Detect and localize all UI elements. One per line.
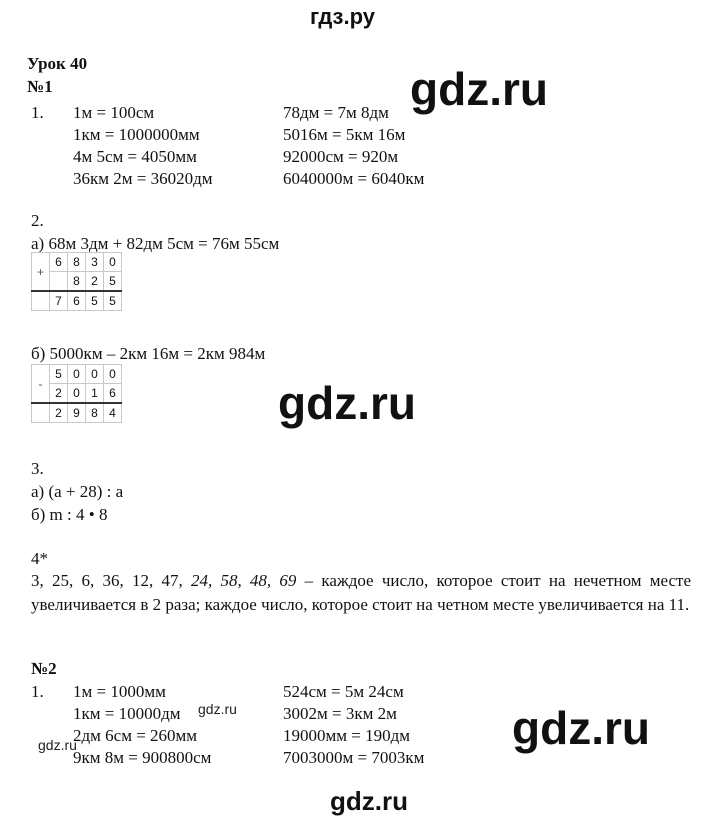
digit-cell: 9 [68, 403, 86, 423]
digit-cell: 0 [86, 365, 104, 384]
task-number: 1. [31, 103, 44, 122]
watermark: gdz.ru [330, 786, 408, 816]
site-header: гдз.ру [310, 4, 375, 29]
task-number: 3. [31, 459, 44, 478]
digit-cell [50, 272, 68, 292]
digit-cell: 2 [50, 384, 68, 404]
sequence-given: 3, 25, 6, 36, 12, 47, [31, 571, 183, 590]
digit-cell: 4 [104, 403, 122, 423]
conversion-item: 7003000м = 7003км [283, 748, 425, 767]
digit-cell: 2 [50, 403, 68, 423]
task-number: 2. [31, 211, 44, 230]
equation: б) 5000км – 2км 16м = 2км 984м [31, 344, 266, 363]
digit-cell: 5 [104, 291, 122, 311]
watermark-small: gdz.ru [38, 737, 77, 753]
conversion-item: 524см = 5м 24см [283, 682, 404, 701]
digit-cell: 6 [104, 384, 122, 404]
column-addition [31, 252, 122, 311]
column-subtraction [31, 364, 122, 423]
digit-cell: 0 [68, 365, 86, 384]
digit-cell: 6 [68, 291, 86, 311]
sequence-explanation [31, 569, 691, 617]
digit-cell: 8 [68, 253, 86, 272]
digit-cell: 7 [50, 291, 68, 311]
watermark: gdz.ru [410, 63, 548, 115]
expression: б) m : 4 • 8 [31, 505, 108, 524]
conversion-item: 3002м = 3км 2м [283, 704, 397, 723]
conversion-item: 4м 5см = 4050мм [73, 147, 197, 166]
digit-cell: 2 [86, 272, 104, 292]
conversion-item: 19000мм = 190дм [283, 726, 411, 745]
digit-cell: 6 [50, 253, 68, 272]
digit-cell: 0 [104, 365, 122, 384]
conversion-item: 1м = 1000мм [73, 682, 166, 701]
conversion-item: 6040000м = 6040км [283, 169, 425, 188]
digit-cell: 8 [68, 272, 86, 292]
conversion-item: 2дм 6см = 260мм [73, 726, 198, 745]
exercise-label: №1 [27, 77, 53, 96]
conversion-item: 36км 2м = 36020дм [73, 169, 213, 188]
watermark: gdz.ru [278, 377, 416, 429]
digit-cell: 0 [104, 253, 122, 272]
digit-cell: 1 [86, 384, 104, 404]
plus-sign: + [32, 253, 50, 292]
conversion-item: 1м = 100см [73, 103, 155, 122]
watermark-small: gdz.ru [198, 701, 237, 717]
lesson-title: Урок 40 [27, 54, 88, 73]
conversion-item: 92000см = 920м [283, 147, 399, 166]
sequence-continuation: 24, 58, 48, 69 [190, 571, 297, 590]
digit-cell: 0 [68, 384, 86, 404]
digit-cell: 3 [86, 253, 104, 272]
digit-cell: 5 [104, 272, 122, 292]
digit-cell: 5 [50, 365, 68, 384]
watermark: gdz.ru [512, 702, 650, 754]
conversion-item: 1км = 1000000мм [73, 125, 200, 144]
task-number: 4* [31, 549, 48, 568]
rule-text: – каждое число, которое стоит на нечетном месте увеличивается в 2 раза; каждое число, которое стоит на четном месте увеличивается на 11. [31, 571, 692, 614]
equation: а) 68м 3дм + 82дм 5см = 76м 55см [31, 234, 280, 253]
digit-cell: 8 [86, 403, 104, 423]
expression: а) (a + 28) : a [31, 482, 124, 501]
conversion-item: 1км = 10000дм [73, 704, 181, 723]
conversion-item: 78дм = 7м 8дм [283, 103, 389, 122]
digit-cell: 5 [86, 291, 104, 311]
conversion-item: 9км 8м = 900800см [73, 748, 212, 767]
minus-sign: - [32, 365, 50, 404]
conversion-item: 5016м = 5км 16м [283, 125, 406, 144]
exercise-label: №2 [31, 659, 57, 678]
task-number: 1. [31, 682, 44, 701]
